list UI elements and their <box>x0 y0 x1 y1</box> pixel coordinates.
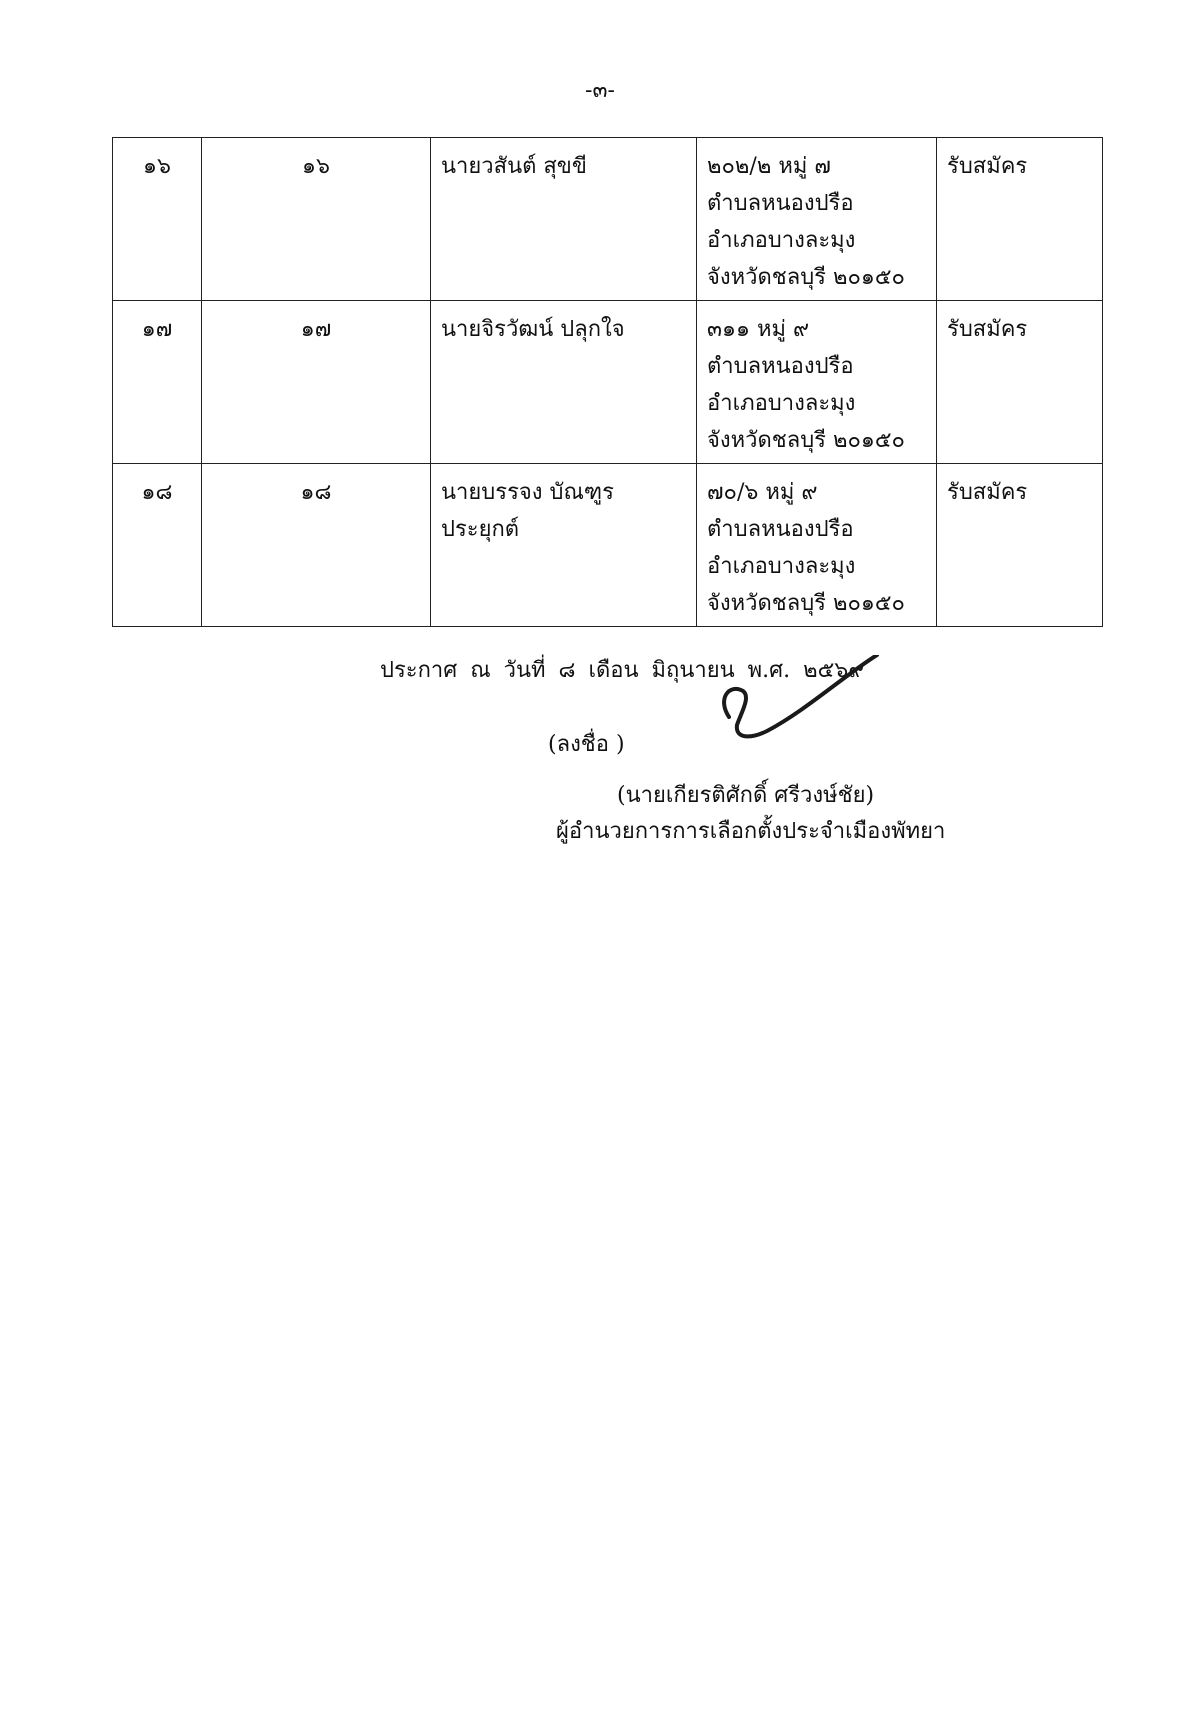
number-cell: ๑๖ <box>202 138 431 301</box>
order-cell: ๑๗ <box>113 301 202 464</box>
status-cell: รับสมัคร <box>937 464 1103 627</box>
table-row <box>113 301 1103 464</box>
name-cell: นายวสันต์ สุขขี <box>431 138 697 301</box>
address-cell <box>697 301 937 464</box>
signature-mark <box>715 655 885 755</box>
address-line: ตำบลหนองปรือ <box>707 517 854 542</box>
address-line: ๓๑๑ หมู่ ๙ <box>707 317 810 342</box>
address-line: อำเภอบางละมุง <box>707 391 856 416</box>
status-cell: รับสมัคร <box>937 301 1103 464</box>
status-cell: รับสมัคร <box>937 138 1103 301</box>
address-cell <box>697 464 937 627</box>
address-line: ๗๐/๖ หมู่ ๙ <box>707 480 818 505</box>
order-cell: ๑๖ <box>113 138 202 301</box>
table-row <box>113 464 1103 627</box>
name-cell: นายจิรวัฒน์ ปลุกใจ <box>431 301 697 464</box>
address-line: จังหวัดชลบุรี ๒๐๑๕๐ <box>707 591 905 616</box>
sign-label: (ลงชื่อ ) <box>548 732 625 757</box>
table-row <box>113 138 1103 301</box>
number-cell: ๑๗ <box>202 301 431 464</box>
address-line: ตำบลหนองปรือ <box>707 354 854 379</box>
address-cell <box>697 138 937 301</box>
address-line: อำเภอบางละมุง <box>707 554 856 579</box>
number-cell: ๑๘ <box>202 464 431 627</box>
signer-position: ผู้อำนวยการการเลือกตั้งประจำเมืองพัทยา <box>556 819 946 844</box>
address-line: อำเภอบางละมุง <box>707 228 856 253</box>
address-line: จังหวัดชลบุรี ๒๐๑๕๐ <box>707 265 905 290</box>
address-line: ๒๐๒/๒ หมู่ ๗ <box>707 154 831 179</box>
signer-name: (นายเกียรติศักดิ์ ศรีวงษ์ชัย) <box>617 783 875 808</box>
address-line: จังหวัดชลบุรี ๒๐๑๕๐ <box>707 428 905 453</box>
candidate-table <box>112 137 1103 627</box>
name-cell: นายบรรจง บัณฑูรประยุกต์ <box>431 464 697 627</box>
order-cell: ๑๘ <box>113 464 202 627</box>
page-number: -๓- <box>585 78 615 103</box>
announcement-date: ประกาศ ณ วันที่ ๘ เดือน มิถุนายน พ.ศ. ๒๕๖๙ <box>380 658 865 683</box>
address-line: ตำบลหนองปรือ <box>707 191 854 216</box>
